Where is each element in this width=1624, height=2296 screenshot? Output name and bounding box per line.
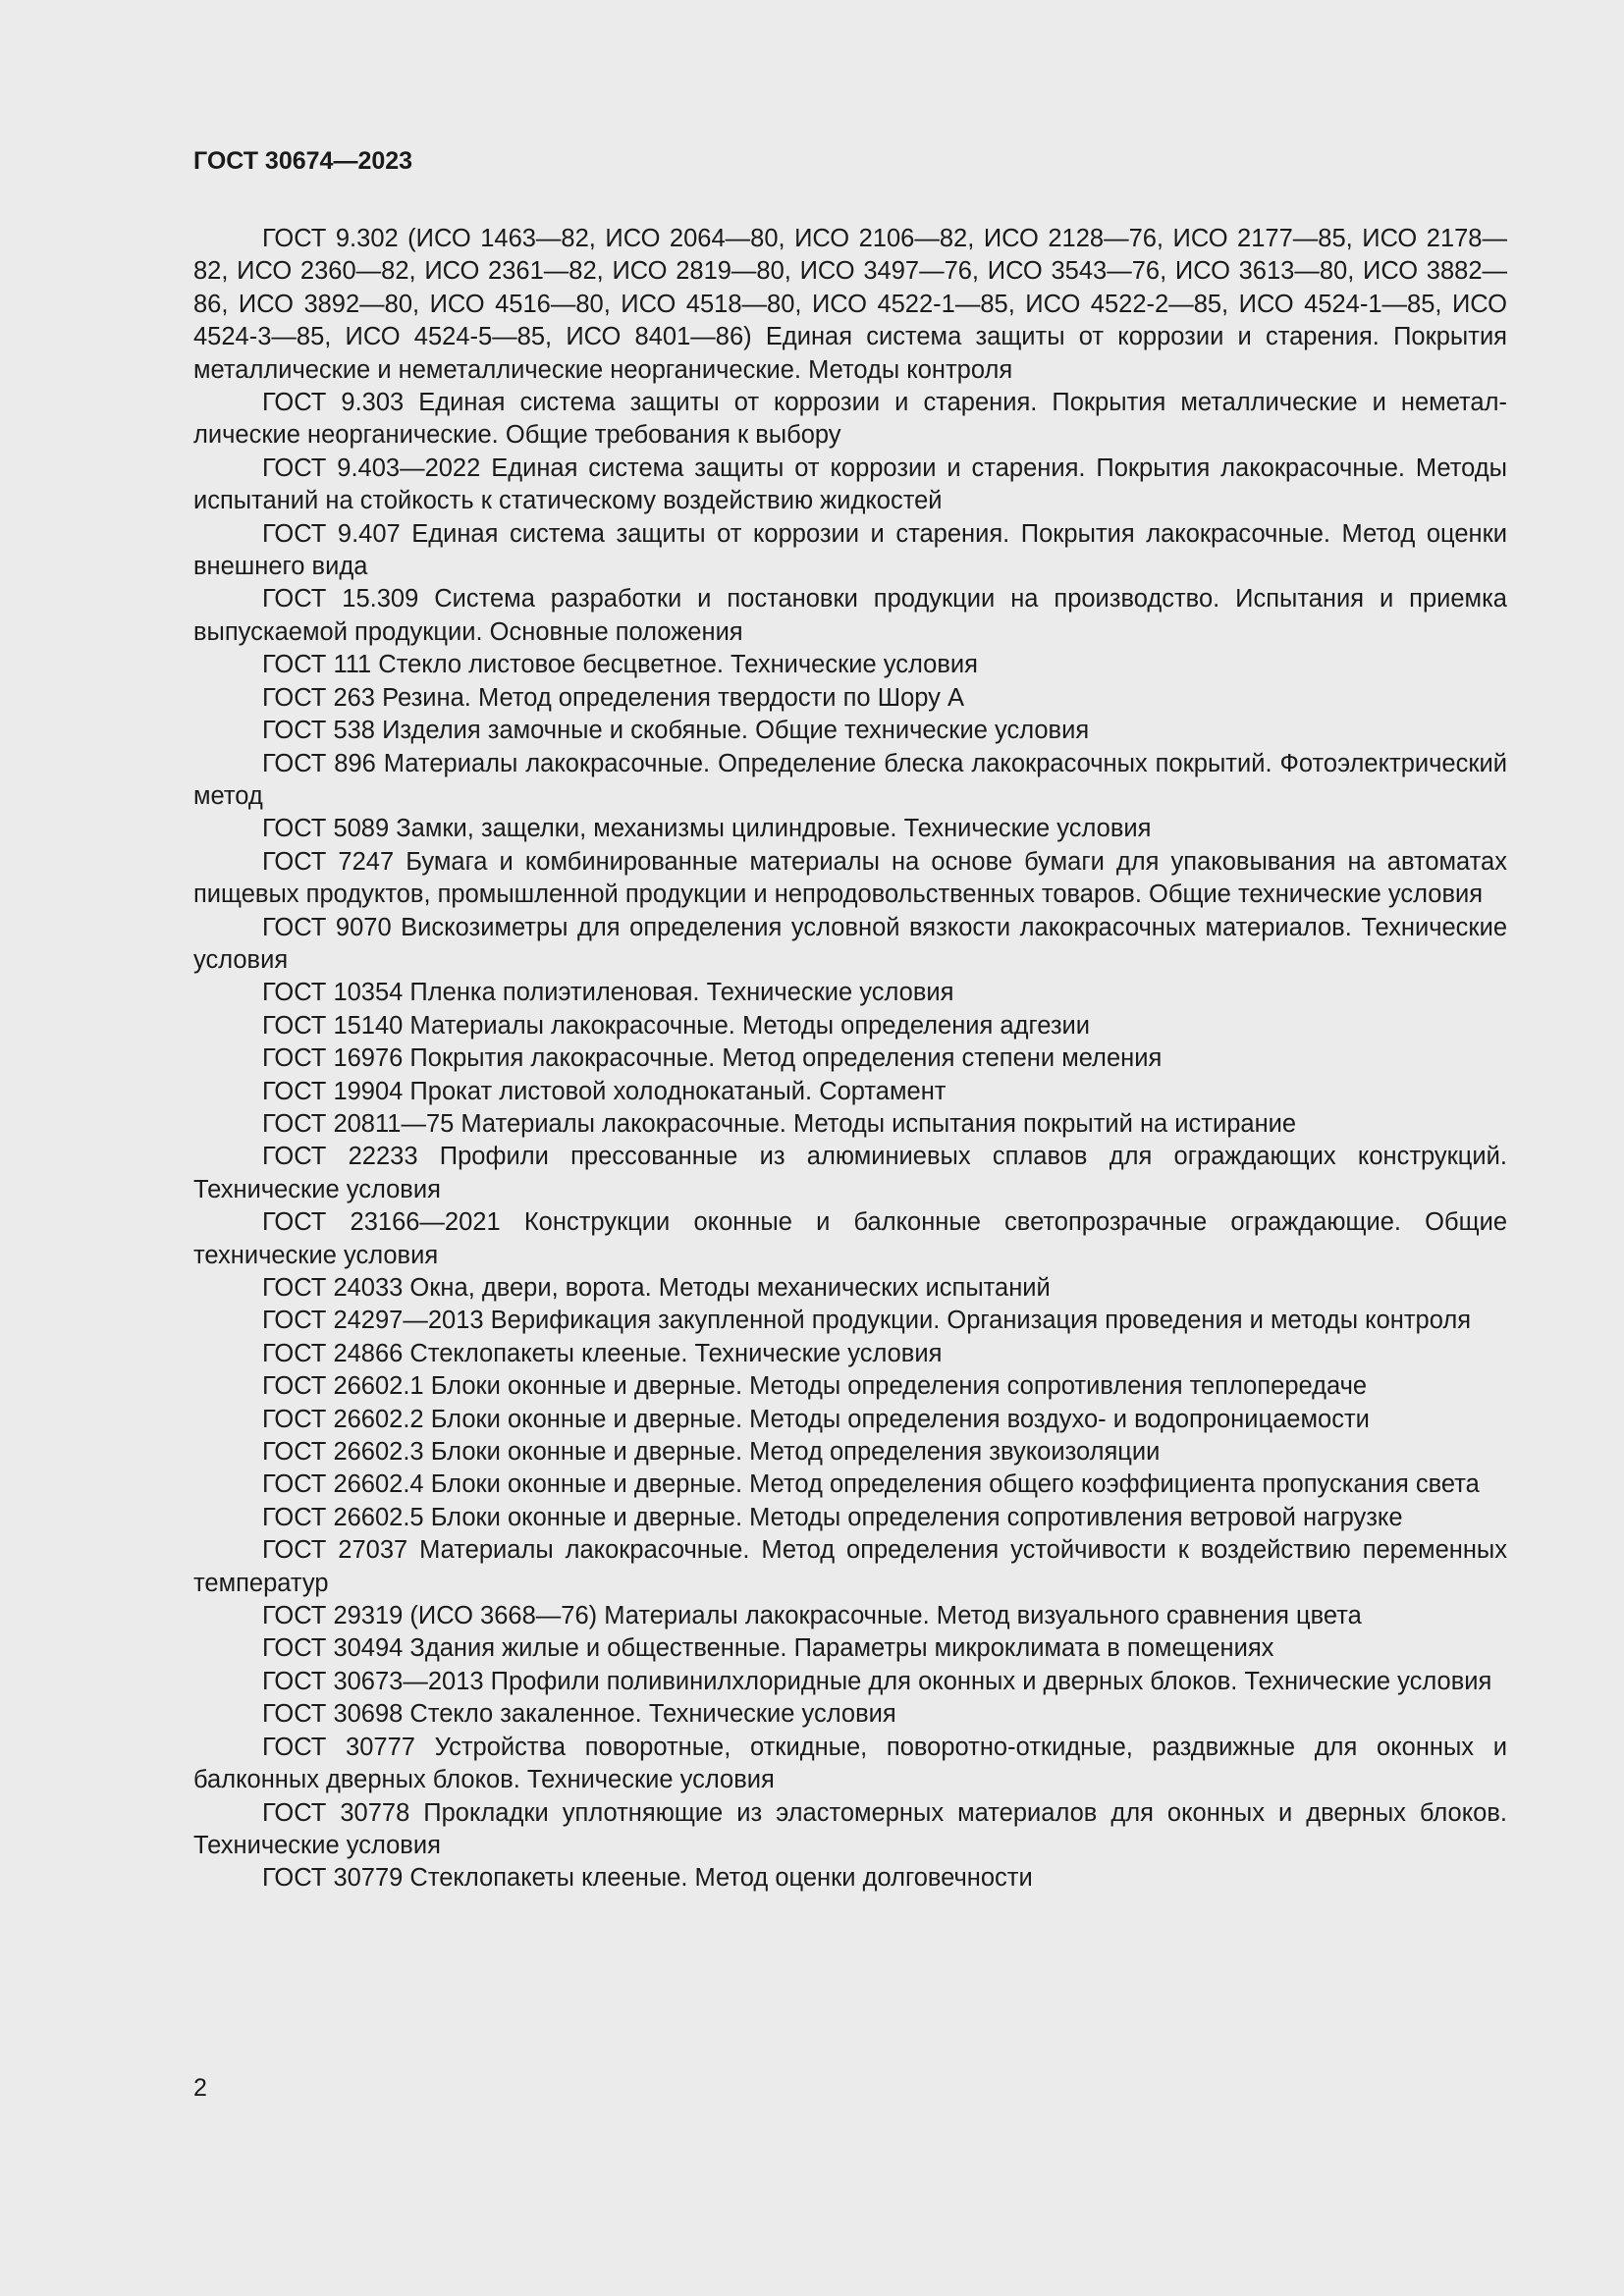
reference-item: ГОСТ 24033 Окна, двери, ворота. Методы механических испытаний — [262, 1274, 1051, 1302]
document-header: ГОСТ 30674—2023 — [193, 147, 413, 175]
reference-item: ГОСТ 26602.2 Блоки оконные и дверные. Методы определения воздухо- и водопроницаемости — [262, 1405, 1370, 1433]
reference-item: ГОСТ 30779 Стеклопакеты клееные. Метод оценки долговечности — [262, 1864, 1033, 1893]
reference-item: ГОСТ 9.403—2022 Единая система защиты от коррозии и старения. Покрытия лакокрасочные. Методы испытаний на стойкость к статическому воздействию жидкостей — [193, 454, 1507, 515]
reference-item: ГОСТ 30778 Прокладки уплотняющие из эластомерных материалов для оконных и дверных блоков. Технические условия — [193, 1798, 1507, 1859]
reference-item: ГОСТ 30698 Стекло закаленное. Технические условия — [262, 1700, 896, 1729]
reference-item: ГОСТ 538 Изделия замочные и скобяные. Общие технические условия — [262, 717, 1090, 745]
reference-item: ГОСТ 23166—2021 Конструкции оконные и балконные светопрозрачные ограждающие. Общие технические условия — [193, 1208, 1507, 1269]
reference-item: ГОСТ 26602.3 Блоки оконные и дверные. Метод определения звукоизоляции — [262, 1438, 1161, 1467]
reference-item: ГОСТ 26602.1 Блоки оконные и дверные. Методы определения сопротивления теплопередаче — [262, 1372, 1368, 1401]
reference-item: ГОСТ 26602.5 Блоки оконные и дверные. Методы определения сопротивления ветровой нагрузке — [262, 1503, 1403, 1531]
reference-item: ГОСТ 7247 Бумага и комбинированные материалы на основе бумаги для упаковывания на автоматах пищевых продуктов, промышленной продукции и непродовольственных товаров. Общие технические условия — [193, 847, 1507, 909]
reference-item: ГОСТ 9070 Вискозиметры для определения условной вязкости лакокрасочных материалов. Технические условия — [193, 913, 1507, 974]
reference-item: ГОСТ 24866 Стеклопакеты клееные. Технические условия — [262, 1339, 943, 1367]
normative-references-list — [193, 223, 1507, 1896]
reference-item: ГОСТ 9.302 (ИСО 1463—82, ИСО 2064—80, ИСО 2106—82, ИСО 2128—76, ИСО 2177—85, ИСО 2178—82, ИСО 2360—82, ИСО 2361—82, ИСО 2819—80, ИСО 3497—76, ИСО 3543—76, ИСО 3613—80, ИСО 3882—86, ИСО 3892—80, ИСО 4516—80, ИСО 4518—80, ИСО 4522-1—85, ИСО 4522-2—85, ИСО 4524-1—85, ИСО 4524-3—85, ИСО 4524-5—85, ИСО 8401—86) Единая система защиты от коррозии и старения. Покрытия металлические и неметаллические неорганические. Методы контроля — [193, 225, 1507, 384]
reference-item: ГОСТ 15.309 Система разработки и постановки продукции на производство. Испытания и приемка выпускаемой продукции. Основные положения — [193, 585, 1507, 646]
reference-item: ГОСТ 111 Стекло листовое бесцветное. Технические условия — [262, 651, 978, 679]
reference-item: ГОСТ 15140 Материалы лакокрасочные. Методы определения адгезии — [262, 1011, 1091, 1040]
reference-item: ГОСТ 896 Материалы лакокрасочные. Определение блеска лакокрасочных покрытий. Фотоэлектрический метод — [193, 749, 1507, 810]
reference-item: ГОСТ 30777 Устройства поворотные, откидные, поворотно-откидные, раздвижные для оконных и балконных дверных блоков. Технические условия — [193, 1733, 1507, 1794]
reference-item: ГОСТ 22233 Профили прессованные из алюминиевых сплавов для ограждающих конструкций. Технические условия — [193, 1143, 1507, 1203]
reference-item: ГОСТ 30673—2013 Профили поливинилхлоридные для оконных и дверных блоков. Технические условия — [262, 1667, 1492, 1695]
reference-item: ГОСТ 10354 Пленка полиэтиленовая. Технические условия — [262, 979, 954, 1007]
reference-item: ГОСТ 263 Резина. Метод определения твердости по Шору А — [262, 683, 964, 712]
reference-item: ГОСТ 27037 Материалы лакокрасочные. Метод определения устойчивости к воздействию переменных температур — [193, 1536, 1507, 1597]
reference-item: ГОСТ 5089 Замки, защелки, механизмы цилиндровые. Технические условия — [262, 815, 1152, 843]
reference-item: ГОСТ 24297—2013 Верификация закупленной продукции. Организация проведения и методы контроля — [262, 1307, 1472, 1335]
reference-item: ГОСТ 9.303 Единая система защиты от коррозии и старения. Покрытия металлические и неметаллические неорганические. Общие требования к выбору — [193, 389, 1507, 450]
reference-item: ГОСТ 30494 Здания жилые и общественные. Параметры микроклимата в помещениях — [262, 1634, 1274, 1663]
reference-item: ГОСТ 29319 (ИСО 3668—76) Материалы лакокрасочные. Метод визуального сравнения цвета — [262, 1602, 1362, 1630]
reference-item: ГОСТ 16976 Покрытия лакокрасочные. Метод определения степени меления — [262, 1044, 1163, 1073]
reference-item: ГОСТ 19904 Прокат листовой холоднокатаный. Сортамент — [262, 1077, 947, 1105]
page-number: 2 — [193, 2074, 207, 2102]
reference-item: ГОСТ 26602.4 Блоки оконные и дверные. Метод определения общего коэффициента пропускания света — [262, 1470, 1480, 1499]
reference-item: ГОСТ 9.407 Единая система защиты от коррозии и старения. Покрытия лакокрасочные. Метод оценки внешнего вида — [193, 519, 1507, 581]
reference-item: ГОСТ 20811—75 Материалы лакокрасочные. Методы испытания покрытий на истирание — [262, 1109, 1297, 1138]
